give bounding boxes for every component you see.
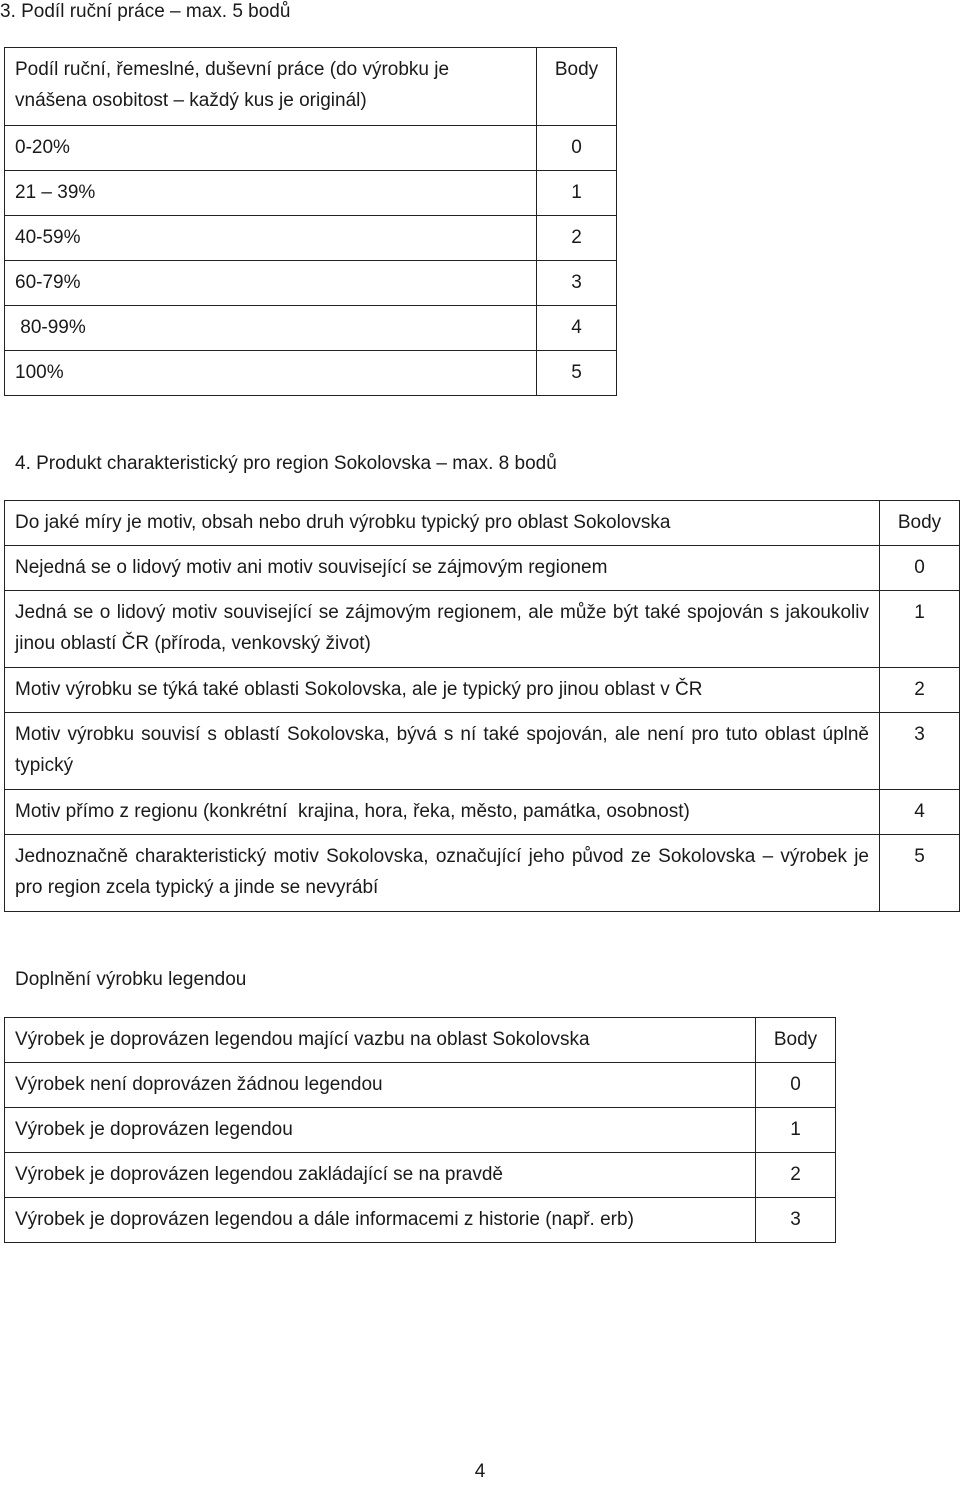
row-points: 0 [537,126,617,171]
row-points: 3 [880,713,960,790]
row-points: 3 [756,1198,836,1243]
row-points: 0 [756,1063,836,1108]
table-row [5,1153,836,1198]
row-desc: Výrobek je doprovázen legendou zakládající se na pravdě [5,1153,756,1198]
row-desc: Jednoznačně charakteristický motiv Sokolovska, označující jeho původ ze Sokolovska – výrobek je pro region zcela typický a jinde se nevyrábí [5,835,880,912]
row-points: 1 [537,171,617,216]
table-row [5,126,617,171]
row-desc: 21 – 39% [5,171,537,216]
section3-title: 3. Podíl ruční práce – max. 5 bodů [0,1,291,22]
row-points: 2 [756,1153,836,1198]
page-number: 4 [474,1461,486,1482]
table-header-row [5,501,960,546]
section3-table [4,47,617,396]
row-points: 4 [880,790,960,835]
section4-table [4,500,960,912]
section4-title: 4. Produkt charakteristický pro region Sokolovska – max. 8 bodů [15,453,557,474]
table-row [5,668,960,713]
row-desc: Výrobek je doprovázen legendou [5,1108,756,1153]
row-desc: 60-79% [5,261,537,306]
row-points: 2 [880,668,960,713]
row-points: 3 [537,261,617,306]
row-desc: Motiv výrobku se týká také oblasti Sokolovska, ale je typický pro jinou oblast v ČR [5,668,880,713]
row-points: 2 [537,216,617,261]
table-row [5,306,617,351]
header-desc: Do jaké míry je motiv, obsah nebo druh výrobku typický pro oblast Sokolovska [5,501,880,546]
header-desc: Podíl ruční, řemeslné, duševní práce (do výrobku je vnášena osobitost – každý kus je originál) [5,48,537,126]
table-header-row [5,48,617,126]
table-header-row [5,1018,836,1063]
row-points: 1 [756,1108,836,1153]
row-desc: 100% [5,351,537,396]
table-row [5,216,617,261]
row-desc: Výrobek je doprovázen legendou a dále informacemi z historie (např. erb) [5,1198,756,1243]
row-desc: 80-99% [5,306,537,351]
row-desc: Motiv přímo z regionu (konkrétní krajina, hora, řeka, město, památka, osobnost) [5,790,880,835]
table-row [5,171,617,216]
row-points: 5 [880,835,960,912]
header-desc: Výrobek je doprovázen legendou mající vazbu na oblast Sokolovska [5,1018,756,1063]
row-desc: Nejedná se o lidový motiv ani motiv související se zájmovým regionem [5,546,880,591]
row-desc: Výrobek není doprovázen žádnou legendou [5,1063,756,1108]
legend-table [4,1017,836,1243]
table-row [5,790,960,835]
header-points: Body [756,1018,836,1063]
table-row [5,261,617,306]
table-row [5,591,960,668]
legend-title: Doplnění výrobku legendou [15,969,247,990]
row-desc: 40-59% [5,216,537,261]
table-row [5,351,617,396]
table-row [5,546,960,591]
row-desc: 0-20% [5,126,537,171]
header-points: Body [880,501,960,546]
row-desc: Motiv výrobku souvisí s oblastí Sokolovska, bývá s ní také spojován, ale není pro tuto oblast úplně typický [5,713,880,790]
row-points: 1 [880,591,960,668]
table-row [5,1198,836,1243]
table-row [5,1108,836,1153]
row-points: 0 [880,546,960,591]
table-row [5,713,960,790]
table-row [5,835,960,912]
header-points: Body [537,48,617,126]
row-points: 5 [537,351,617,396]
row-points: 4 [537,306,617,351]
row-desc: Jedná se o lidový motiv související se zájmovým regionem, ale může být také spojován s jakoukoliv jinou oblastí ČR (příroda, venkovský život) [5,591,880,668]
table-row [5,1063,836,1108]
